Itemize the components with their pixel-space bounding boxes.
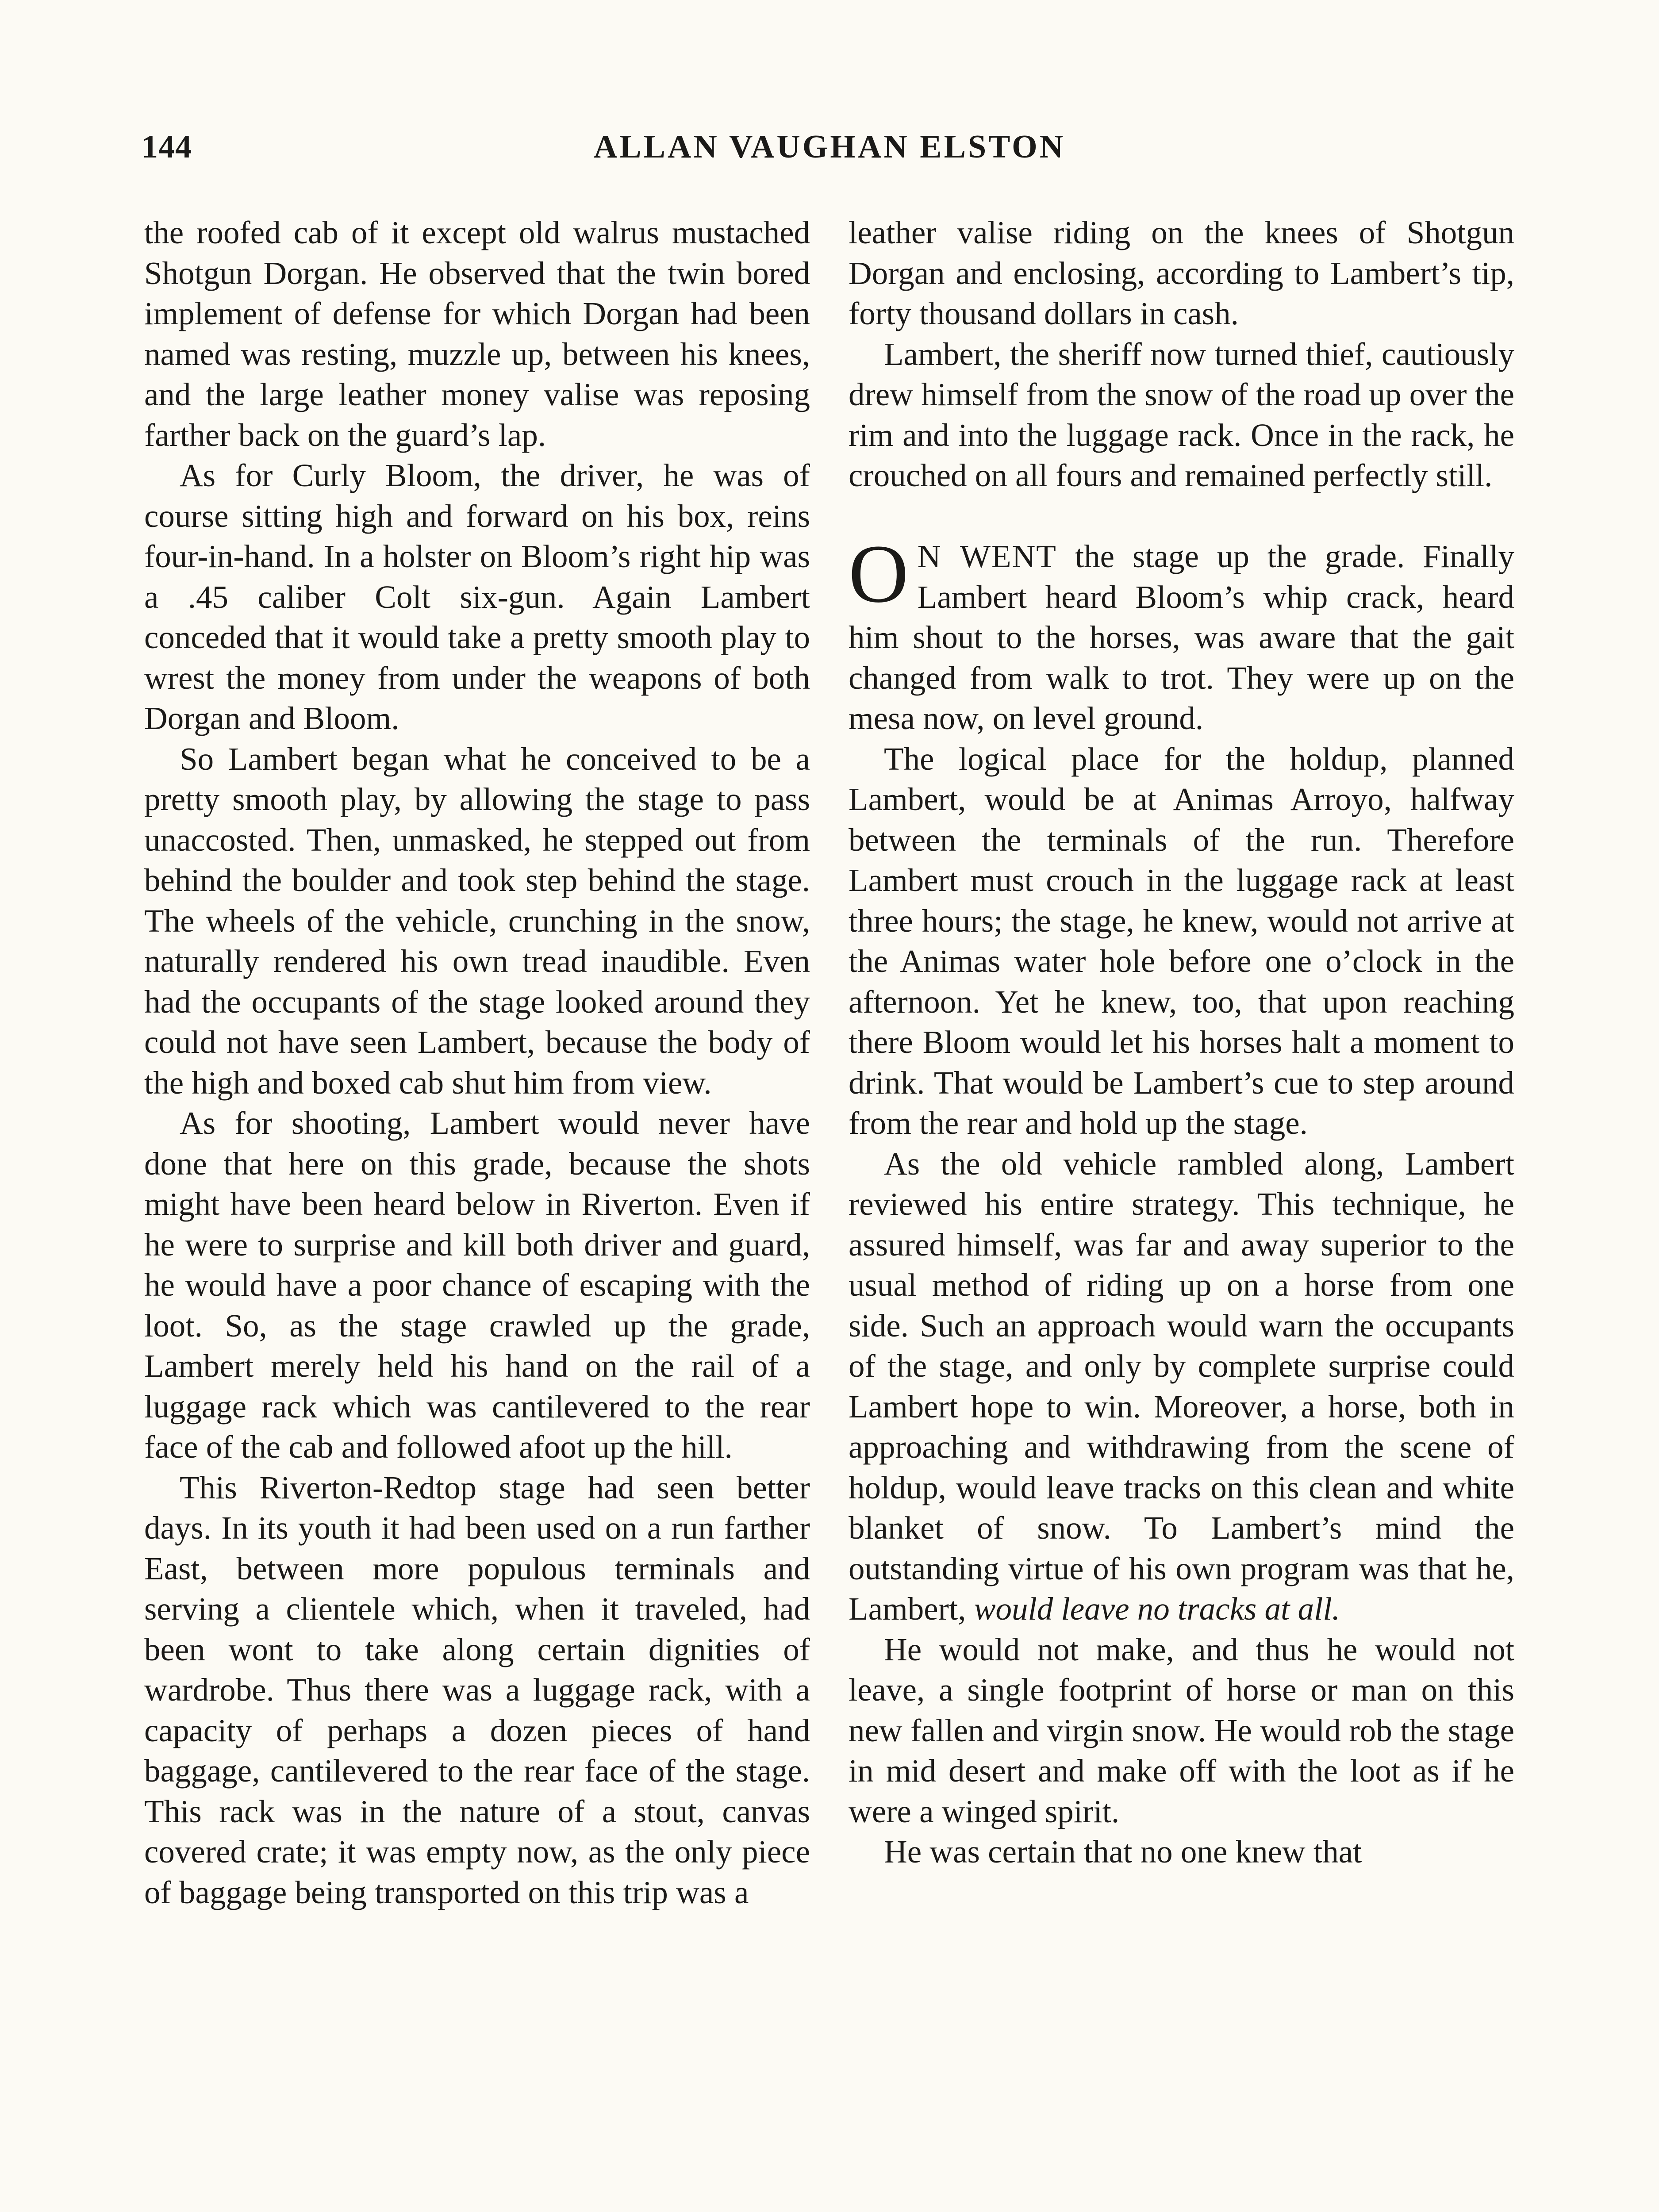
paragraph: He would not make, and thus he would not leave, a single footprint of horse or man on this new fallen and virgin snow. He would rob the stage in mid desert and make off with the loot as if he were a winged spirit. [849,1631,1514,1829]
paragraph: leather valise riding on the knees of Shotgun Dorgan and enclosing, according to Lambert’s tip, forty thousand dollars in cash. [849,215,1514,331]
drop-cap: O [849,527,909,620]
paragraph: So Lambert began what he conceived to be a pretty smooth play, by allowing the stage to pass unaccosted. Then, unmasked, he stepped out from behind the boulder and took step behind the stage. The wheels of the vehicle, crunching in the snow, naturally rendered his own tread inaudible. Even had the occupants of the stage looked around they could not have seen Lambert, because the body of the high and boxed cab shut him from view. [144,741,810,1101]
paragraph-text: the stage up the grade. Finally Lambert heard Bloom’s whip crack, heard him shout to the horses, was aware that the gait changed from walk to trot. They were up on the mesa now, on level ground. [849,538,1514,736]
paragraph: He was certain that no one knew that [884,1834,1362,1870]
section-opening-paragraph [849,527,1514,739]
paragraph-text: As the old vehicle rambled along, Lambert reviewed his entire strategy. This technique, he assured himself, was far and away superior to the usual method of riding up on a horse from one side. Such an approach would warn the occupants of the stage, and only by complete surprise could Lambert hope to win. Moreover, a horse, both in approaching and withdrawing from the scene of holdup, would leave tracks on this clean and white blanket of snow. To Lambert’s mind the outstanding virtue of his own program was that he, Lambert, [849,1145,1514,1627]
paragraph [849,1144,1514,1629]
page-header [142,128,1517,173]
paragraph: Lambert, the sheriff now turned thief, cautiously drew himself from the snow of the road up over the rim and into the luggage rack. Once in the rack, he crouched on all fours and remained perfectly still. [849,336,1514,493]
page-number: 144 [142,129,192,165]
paragraph: As for Curly Bloom, the driver, he was of course sitting high and forward on his box, reins four-in-hand. In a holster on Bloom’s right hip was a .45 caliber Colt six-gun. Again Lambert conceded that it would take a pretty smooth play to wrest the money from under the weapons of both Dorgan and Bloom. [144,457,810,736]
small-caps-lead: N WENT [917,538,1057,574]
left-column [144,212,810,1912]
right-column [849,212,1514,1872]
paragraph: This Riverton-Redtop stage had seen better days. In its youth it had been used on a run farther East, between more populous terminals and serving a clientele which, when it traveled, had been wont to take along certain dignities of wardrobe. Thus there was a luggage rack, with a capacity of perhaps a dozen pieces of hand baggage, cantilevered to the rear face of the stage. This rack was in the nature of a stout, canvas covered crate; it was empty now, as the only piece of baggage being transported on this trip was a [144,1469,810,1910]
paragraph: The logical place for the holdup, planned Lambert, would be at Animas Arroyo, halfway between the terminals of the run. Therefore Lambert must crouch in the luggage rack at least three hours; the stage, he knew, would not arrive at the Animas water hole before one o’clock in the afternoon. Yet he knew, too, that upon reaching there Bloom would let his horses halt a moment to drink. That would be Lambert’s cue to step around from the rear and hold up the stage. [849,741,1514,1141]
paragraph: As for shooting, Lambert would never have done that here on this grade, because the shots might have been heard below in Riverton. Even if he were to surprise and kill both driver and guard, he would have a poor chance of escaping with the loot. So, as the stage crawled up the grade, Lambert merely held his hand on the rail of a luggage rack which was cantilevered to the rear face of the cab and followed afoot up the hill. [144,1105,810,1465]
running-head: ALLAN VAUGHAN ELSTON [593,129,1066,165]
paragraph: the roofed cab of it except old walrus mustached Shotgun Dorgan. He observed that the twin bored implement of defense for which Dorgan had been named was resting, muzzle up, between his knees, and the large leather money valise was reposing farther back on the guard’s lap. [144,215,810,453]
italic-text: would leave no tracks at all. [974,1591,1340,1627]
